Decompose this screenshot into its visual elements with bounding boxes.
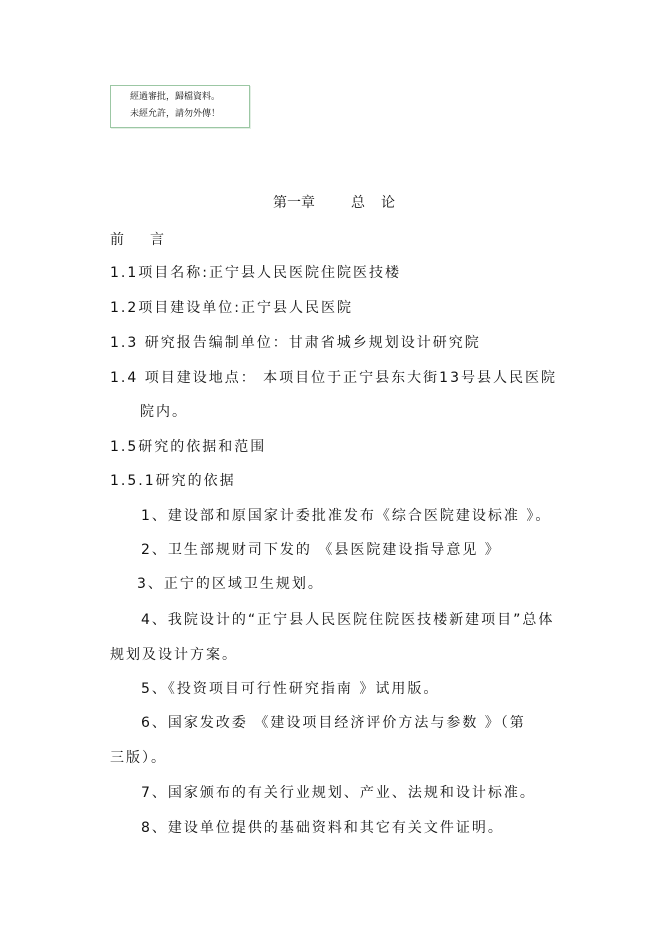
stamp-notice-box [110, 85, 250, 128]
stamp-line-2: 未經允許，請勿外傳！ [130, 109, 221, 119]
section-text: 研究的依据 [155, 473, 236, 489]
chapter-title: 总论 [351, 195, 411, 211]
basis-item-4-cont: 规划及设计方案。 [110, 647, 238, 663]
stamp-line-1: 經過審批，歸檔資料。 [130, 92, 221, 102]
basis-item-1: 1、建设部和原国家计委批准发布《综合医院建设标准 》。 [141, 508, 552, 524]
basis-item-6-cont: 三版）。 [110, 750, 167, 766]
section-item-1-5-1 [110, 470, 236, 490]
section-number: 1.5.1 [110, 473, 156, 489]
basis-item-7: 7、国家颁布的有关行业规划、产业、法规和设计标准。 [141, 785, 536, 801]
section-number: 1.3 [110, 335, 139, 351]
section-item-1-5 [110, 436, 266, 456]
section-text: 研究的依据和范围 [138, 439, 267, 455]
section-item-1-1 [110, 262, 401, 282]
section-text: 项目建设地点： 本项目位于正宁县东大街13号县人民医院 [144, 370, 557, 386]
basis-item-6: 6、国家发改委 《建设项目经济评价方法与参数 》（第 [141, 715, 526, 731]
section-number: 1.1 [110, 265, 139, 281]
section-text: 项目名称:正宁县人民医院住院医技楼 [138, 265, 401, 281]
section-item-1-2 [110, 297, 353, 317]
section-item-1-3 [110, 332, 481, 352]
basis-item-8: 8、建设单位提供的基础资料和其它有关文件证明。 [141, 820, 504, 836]
basis-item-4: 4、我院设计的“正宁县人民医院住院医技楼新建项目”总体 [141, 612, 555, 628]
basis-item-3: 3、正宁的区域卫生规划。 [137, 576, 324, 592]
preface-heading: 前言 [110, 232, 190, 248]
section-item-1-4-cont [140, 401, 188, 421]
basis-item-5: 5、《投资项目可行性研究指南 》试用版。 [141, 681, 440, 697]
section-text: 院内。 [140, 404, 188, 420]
basis-item-2: 2、卫生部规财司下发的 《县医院建设指导意见 》 [141, 542, 501, 558]
section-number: 1.5 [110, 439, 139, 455]
section-text: 研究报告编制单位：甘肃省城乡规划设计研究院 [144, 335, 481, 351]
section-item-1-4 [110, 367, 557, 387]
section-text: 项目建设单位:正宁县人民医院 [138, 300, 353, 316]
chapter-label: 第一章 [273, 195, 315, 211]
section-number: 1.4 [110, 370, 139, 386]
section-number: 1.2 [110, 300, 139, 316]
